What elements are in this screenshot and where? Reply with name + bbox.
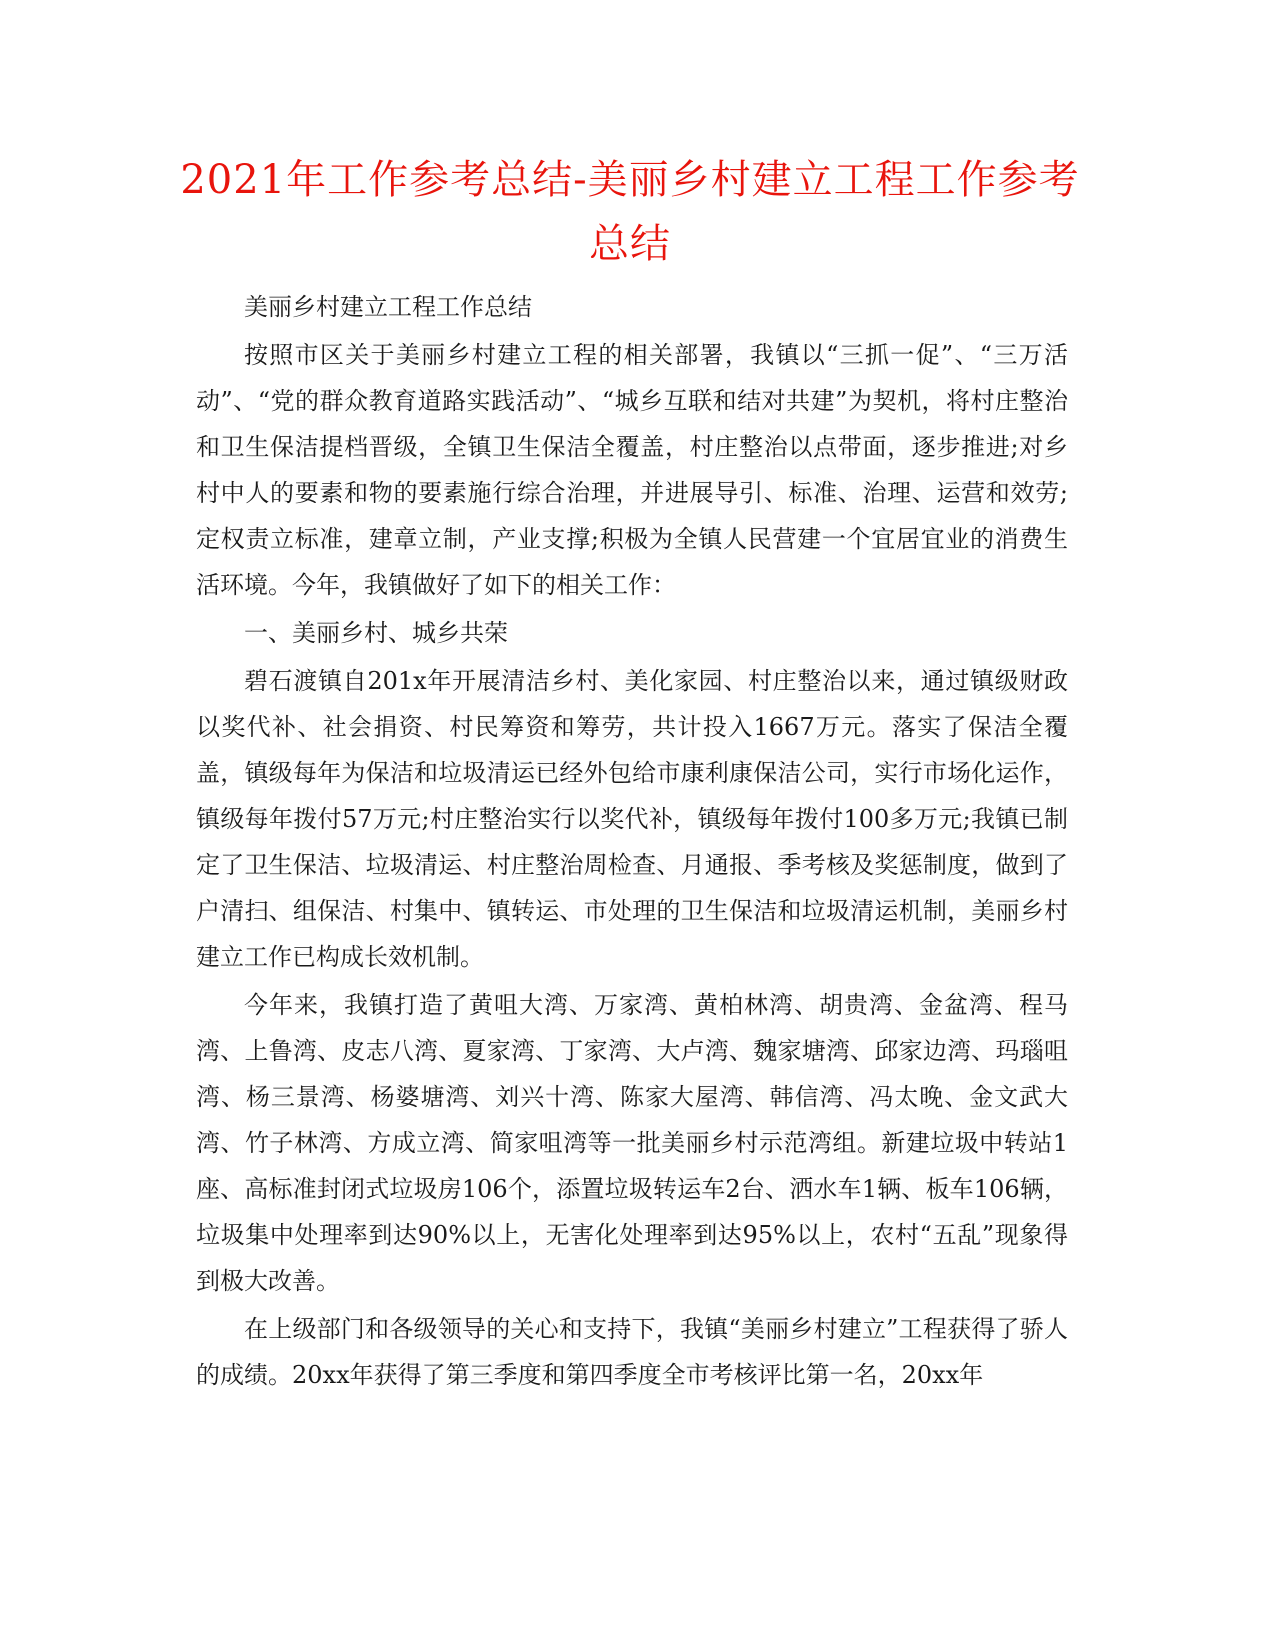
subtitle-paragraph: 美丽乡村建立工程工作总结 bbox=[244, 293, 532, 321]
section-heading-1: 一、美丽乡村、城乡共荣 bbox=[244, 619, 508, 647]
document-title: 2021年工作参考总结-美丽乡村建立工程工作参考总结 bbox=[180, 157, 1080, 267]
body-paragraph-funding: 碧石渡镇自201x年开展清洁乡村、美化家园、村庄整治以来，通过镇级财政以奖代补、社会捐资、村民筹资和筹劳，共计投入1667万元。落实了保洁全覆盖，镇级每年为保洁和垃圾清运已经外包给市康利康保洁公司，实行市场化运作，镇级每年拨付57万元;村庄整治实行以奖代补，镇级每年拨付100多万元;我镇已制定了卫生保洁、垃圾清运、村庄整治周检查、月通报、季考核及奖惩制度，做到了户清扫、组保洁、村集中、镇转运、市处理的卫生保洁和垃圾清运机制，美丽乡村建立工作已构成长效机制。 bbox=[196, 667, 1068, 971]
intro-paragraph: 按照市区关于美丽乡村建立工程的相关部署，我镇以“三抓一促”、“三万活动”、“党的群众教育道路实践活动”、“城乡互联和结对共建”为契机，将村庄整治和卫生保洁提档晋级，全镇卫生保洁全覆盖，村庄整治以点带面，逐步推进;对乡村中人的要素和物的要素施行综合治理，并进展导引、标准、治理、运营和效劳;定权责立标准，建章立制，产业支撑;积极为全镇人民营建一个宜居宜业的消费生活环境。今年，我镇做好了如下的相关工作： bbox=[196, 341, 1068, 599]
body-paragraph-achievements: 在上级部门和各级领导的关心和支持下，我镇“美丽乡村建立”工程获得了骄人的成绩。20xx年获得了第三季度和第四季度全市考核评比第一名，20xx年 bbox=[196, 1315, 1068, 1389]
body-paragraph-villages: 今年来，我镇打造了黄咀大湾、万家湾、黄柏林湾、胡贵湾、金盆湾、程马湾、上鲁湾、皮志八湾、夏家湾、丁家湾、大卢湾、魏家塘湾、邱家边湾、玛瑙咀湾、杨三景湾、杨婆塘湾、刘兴十湾、陈家大屋湾、韩信湾、冯太晚、金文武大湾、竹子林湾、方成立湾、简家咀湾等一批美丽乡村示范湾组。新建垃圾中转站1座、高标准封闭式垃圾房106个，添置垃圾转运车2台、洒水车1辆、板车106辆，垃圾集中处理率到达90%以上，无害化处理率到达95%以上，农村“五乱”现象得到极大改善。 bbox=[196, 991, 1068, 1295]
document-body bbox=[196, 284, 1068, 1400]
